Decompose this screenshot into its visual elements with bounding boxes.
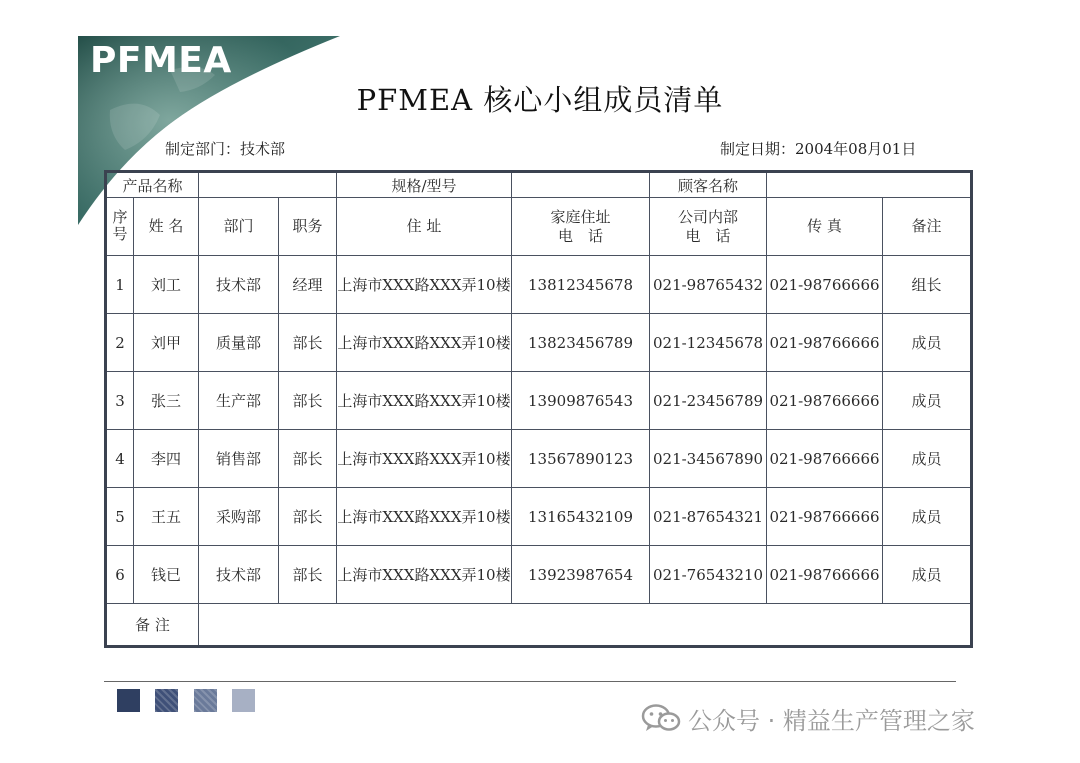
team-member-table — [104, 170, 973, 648]
cell-fax: 021-98766666 — [767, 430, 883, 488]
cell-office-phone: 021-12345678 — [650, 314, 767, 372]
cell-remark: 成员 — [883, 430, 972, 488]
table-row — [106, 430, 972, 488]
customer-name-label: 顾客名称 — [650, 172, 767, 198]
header-home-phone: 家庭住址 电 话 — [512, 198, 650, 256]
cell-seq: 3 — [106, 372, 134, 430]
header-office-phone: 公司内部 电 话 — [650, 198, 767, 256]
cell-fax: 021-98766666 — [767, 488, 883, 546]
product-name-label: 产品名称 — [106, 172, 199, 198]
cell-remark: 组长 — [883, 256, 972, 314]
cell-role: 部长 — [279, 488, 337, 546]
page-title: PFMEA 核心小组成员清单 — [356, 83, 724, 117]
cell-address: 上海市XXX路XXX弄10楼 — [337, 430, 512, 488]
cell-office-phone: 021-23456789 — [650, 372, 767, 430]
cell-address: 上海市XXX路XXX弄10楼 — [337, 546, 512, 604]
product-info-row — [106, 172, 972, 198]
swatch-light-slate — [232, 689, 255, 712]
cell-dept: 质量部 — [199, 314, 279, 372]
cell-role: 部长 — [279, 546, 337, 604]
cell-remark: 成员 — [883, 314, 972, 372]
cell-fax: 021-98766666 — [767, 256, 883, 314]
cell-role: 部长 — [279, 314, 337, 372]
cell-home-phone: 13823456789 — [512, 314, 650, 372]
cell-address: 上海市XXX路XXX弄10楼 — [337, 314, 512, 372]
product-name-field — [199, 172, 337, 198]
cell-office-phone: 021-34567890 — [650, 430, 767, 488]
swatch-navy-pattern — [155, 689, 178, 712]
cell-home-phone: 13812345678 — [512, 256, 650, 314]
cell-address: 上海市XXX路XXX弄10楼 — [337, 256, 512, 314]
cell-dept: 技术部 — [199, 546, 279, 604]
prepared-date: 制定日期：2004年08月01日 — [720, 140, 917, 158]
cell-remark: 成员 — [883, 372, 972, 430]
cell-role: 部长 — [279, 372, 337, 430]
cell-seq: 6 — [106, 546, 134, 604]
note-row — [106, 604, 972, 647]
cell-fax: 021-98766666 — [767, 546, 883, 604]
wechat-icon — [640, 703, 682, 733]
table-row — [106, 546, 972, 604]
cell-name: 张三 — [134, 372, 199, 430]
header-seq: 序号 — [106, 198, 134, 256]
table-row — [106, 372, 972, 430]
header-dept: 部门 — [199, 198, 279, 256]
table-row — [106, 314, 972, 372]
cell-name: 王五 — [134, 488, 199, 546]
cell-home-phone: 13923987654 — [512, 546, 650, 604]
cell-seq: 2 — [106, 314, 134, 372]
note-label: 备 注 — [106, 604, 199, 647]
header-fax: 传 真 — [767, 198, 883, 256]
cell-home-phone: 13567890123 — [512, 430, 650, 488]
header-remark: 备注 — [883, 198, 972, 256]
cell-dept: 采购部 — [199, 488, 279, 546]
brand-logo-text: PFMEA — [90, 40, 232, 81]
cell-home-phone: 13909876543 — [512, 372, 650, 430]
cell-name: 刘工 — [134, 256, 199, 314]
cell-fax: 021-98766666 — [767, 314, 883, 372]
cell-seq: 4 — [106, 430, 134, 488]
footer-divider — [104, 681, 956, 682]
cell-fax: 021-98766666 — [767, 372, 883, 430]
cell-home-phone: 13165432109 — [512, 488, 650, 546]
cell-role: 经理 — [279, 256, 337, 314]
cell-name: 刘甲 — [134, 314, 199, 372]
cell-office-phone: 021-87654321 — [650, 488, 767, 546]
spec-model-field — [512, 172, 650, 198]
watermark — [640, 700, 975, 736]
note-field — [199, 604, 972, 647]
cell-seq: 1 — [106, 256, 134, 314]
cell-office-phone: 021-76543210 — [650, 546, 767, 604]
header-address: 住 址 — [337, 198, 512, 256]
cell-remark: 成员 — [883, 546, 972, 604]
header-name: 姓 名 — [134, 198, 199, 256]
table-row — [106, 488, 972, 546]
watermark-text: 公众号 · 精益生产管理之家 — [688, 706, 975, 735]
cell-address: 上海市XXX路XXX弄10楼 — [337, 488, 512, 546]
spec-model-label: 规格/型号 — [337, 172, 512, 198]
cell-dept: 生产部 — [199, 372, 279, 430]
cell-role: 部长 — [279, 430, 337, 488]
prepared-by-dept: 制定部门：技术部 — [165, 140, 286, 158]
header-row — [106, 198, 972, 256]
cell-dept: 技术部 — [199, 256, 279, 314]
table-row — [106, 256, 972, 314]
swatch-dark-navy — [117, 689, 140, 712]
cell-name: 李四 — [134, 430, 199, 488]
cell-name: 钱已 — [134, 546, 199, 604]
cell-remark: 成员 — [883, 488, 972, 546]
cell-seq: 5 — [106, 488, 134, 546]
cell-address: 上海市XXX路XXX弄10楼 — [337, 372, 512, 430]
customer-name-field — [767, 172, 972, 198]
header-role: 职务 — [279, 198, 337, 256]
cell-office-phone: 021-98765432 — [650, 256, 767, 314]
cell-dept: 销售部 — [199, 430, 279, 488]
swatch-slate-pattern — [194, 689, 217, 712]
